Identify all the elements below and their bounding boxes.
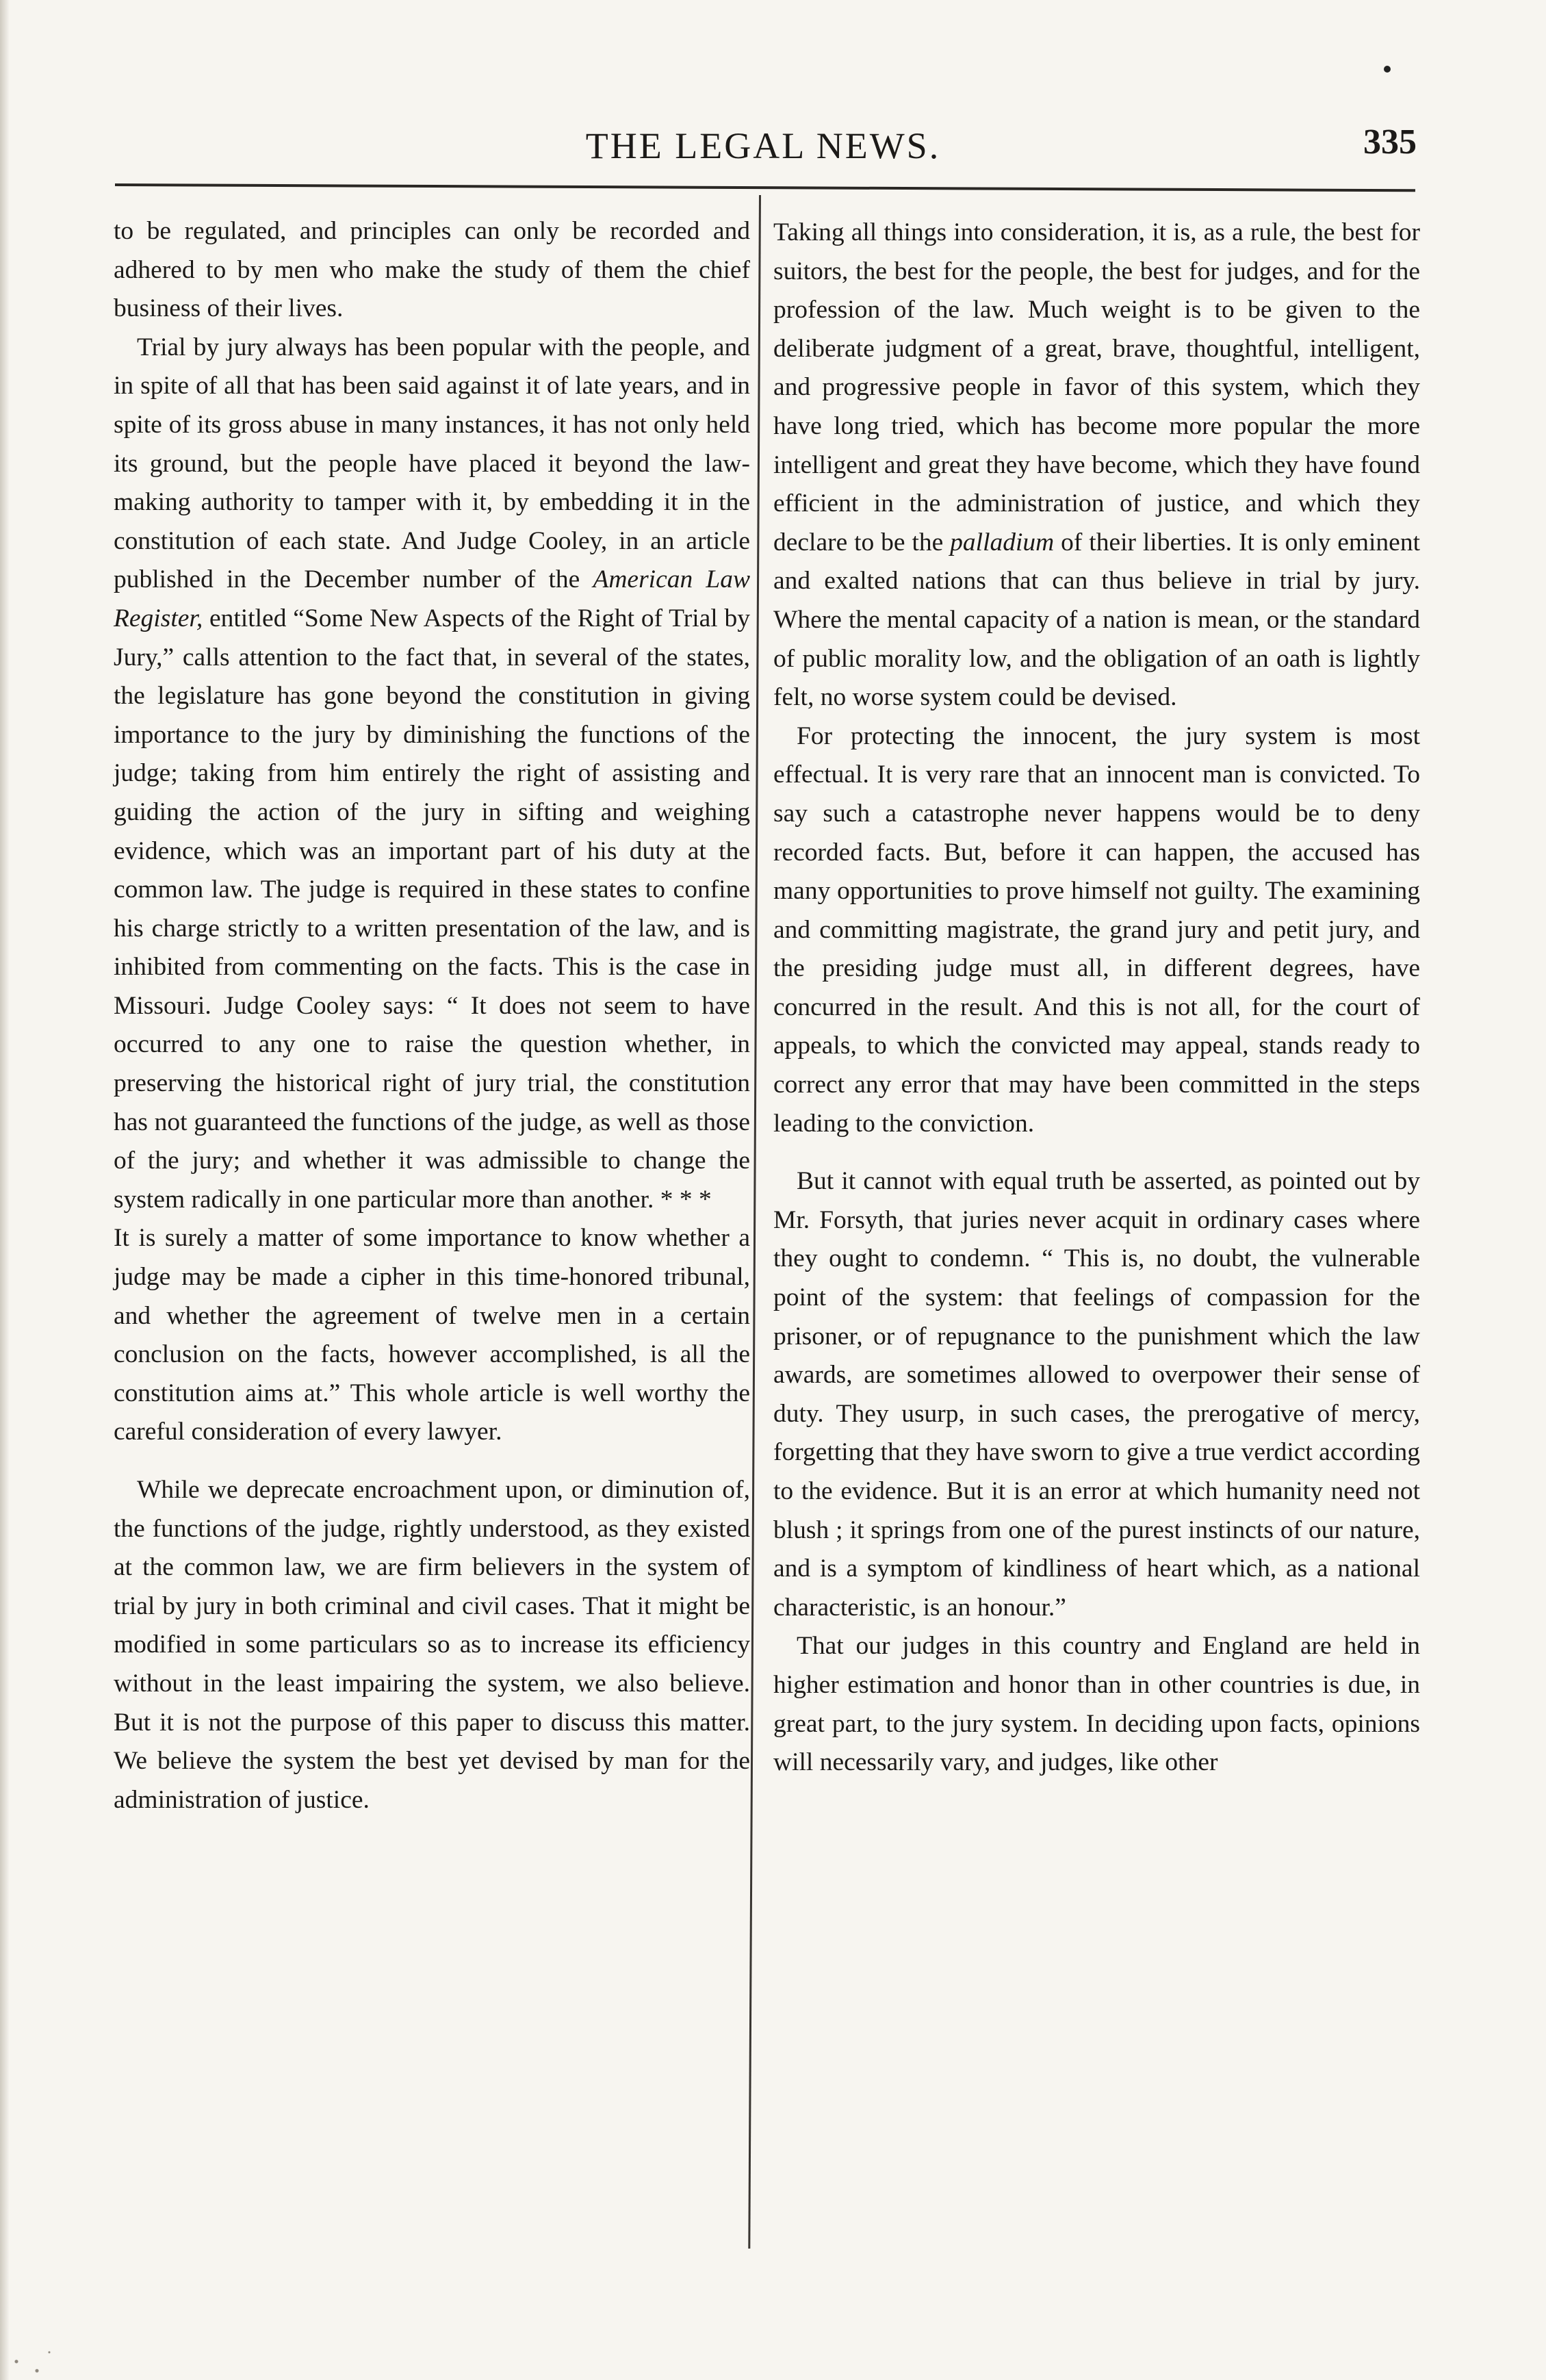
paragraph: That our judges in this country and England are held in higher estimation and honor than in other countries is due, in great part, to the jury system. In deciding upon facts, opinions will necessarily vary, and judges, like other <box>773 1632 1420 1777</box>
journal-title: THE LEGAL NEWS. <box>585 125 941 166</box>
paragraph-text: entitled “Some New Aspects of the Right of Trial by Jury,” calls attention to the fact that, in several of the states, the legislature has gone beyond the constitution in giving importance to the jury by diminishing the functions of the judge; taking from him entirely the right of assisting and guiding the action of the jury in sifting and weighing evidence, which was an important part of his duty at the common law. The judge is required in these states to confine his charge strictly to a written presentation of the law, and is inhibited from commenting on the facts. This is the case in Missouri. Judge Cooley says: “ It does not seem to have occurred to any one to raise the question whether, in preserving the historical right of jury trial, the constitution has not guaranteed the functions of the judge, as well as those of the jury; and whether it was admissible to change the system radically in one particular more than another. * * * <box>114 604 750 1214</box>
paragraph-text: of their liberties. It is only eminent and exalted nations that can thus believe in trial by jury. Where the mental capacity of a nation is mean, or the standard of public morality low, and the obligation of an oath is lightly felt, no worse system could be devised. <box>773 528 1420 712</box>
paragraph <box>114 329 750 1220</box>
page-specks <box>0 2318 82 2380</box>
page-edge-shadow <box>0 0 10 2380</box>
paragraph <box>773 214 1420 717</box>
left-column <box>114 212 750 1819</box>
italic-term: palladium <box>950 528 1055 556</box>
paragraph-text: Trial by jury always has been popular with the people, and in spite of all that has been said against it of late years, and in spite of its gross abuse in many instances, it has not only held its ground, but the people have placed it beyond the law-making authority to tamper with it, by embedding it in the constitution of each state. And Judge Cooley, in an article published in the December number of the <box>114 333 750 594</box>
paragraph: It is surely a matter of some importance to know whether a judge may be made a cipher in this time-honored tribunal, and whether the agreement of twelve men in a certain conclusion on the facts, however accomplished, is all the constitution aims at.” This whole article is well worthy the careful consideration of every lawyer. <box>114 1224 750 1446</box>
page-number: 335 <box>1363 123 1417 162</box>
right-column <box>773 214 1420 1782</box>
paragraph: For protecting the innocent, the jury system is most effectual. It is very rare that an innocent man is convicted. To say such a catastrophe never happens would be to deny recorded facts. But, before it can happen, the accused has many opportunities to prove himself not guilty. The examining and committing magistrate, the grand jury and petit jury, and the presiding judge must all, in different degrees, have concurred in the result. And this is not all, for the court of appeals, to which the convicted may appeal, stands ready to correct any error that may have been committed in the steps leading to the conviction. <box>773 721 1420 1138</box>
paragraph: to be regulated, and principles can only be recorded and adhered to by men who make the study of them the chief business of their lives. <box>114 217 750 323</box>
paragraph-text: Taking all things into consideration, it is, as a rule, the best for suitors, the best for the people, the best for judges, and for the profession of the law. Much weight is to be given to the deliberate judgment of a great, brave, thoughtful, intelligent, and progressive people in favor of this system, which they have long tried, which has become more popular the more intelligent and great they have become, which they have found efficient in the administration of justice, and which they declare to be the <box>773 218 1420 556</box>
paragraph: But it cannot with equal truth be asserted, as pointed out by Mr. Forsyth, that juries never acquit in ordinary cases where they ought to condemn. “ This is, no doubt, the vulnerable point of the system: that feelings of compassion for the prisoner, or of repugnance to the punishment which the law awards, are sometimes allowed to overpower their sense of duty. They usurp, in such cases, the prerogative of mercy, forgetting that they have sworn to give a true verdict according to the evidence. But it is an error at which humanity need not blush ; it springs from one of the purest instincts of our nature, and is a symptom of kindliness of heart which, as a national characteristic, is an honour.” <box>773 1167 1420 1622</box>
running-header <box>109 115 1417 170</box>
paragraph: While we deprecate encroachment upon, or diminution of, the functions of the judge, rightly understood, as they existed at the common law, we are firm believers in the system of trial by jury in both criminal and civil cases. That it might be modified in some particulars so as to increase its efficiency without in the least impairing the system, we also believe. But it is not the purpose of this paper to discuss this matter. We believe the system the best yet devised by man for the administration of justice. <box>114 1476 750 1814</box>
journal-citation: American Law Register, <box>114 565 750 632</box>
ink-speck <box>1384 66 1391 73</box>
column-divider <box>748 195 761 2249</box>
header-rule <box>115 183 1415 192</box>
